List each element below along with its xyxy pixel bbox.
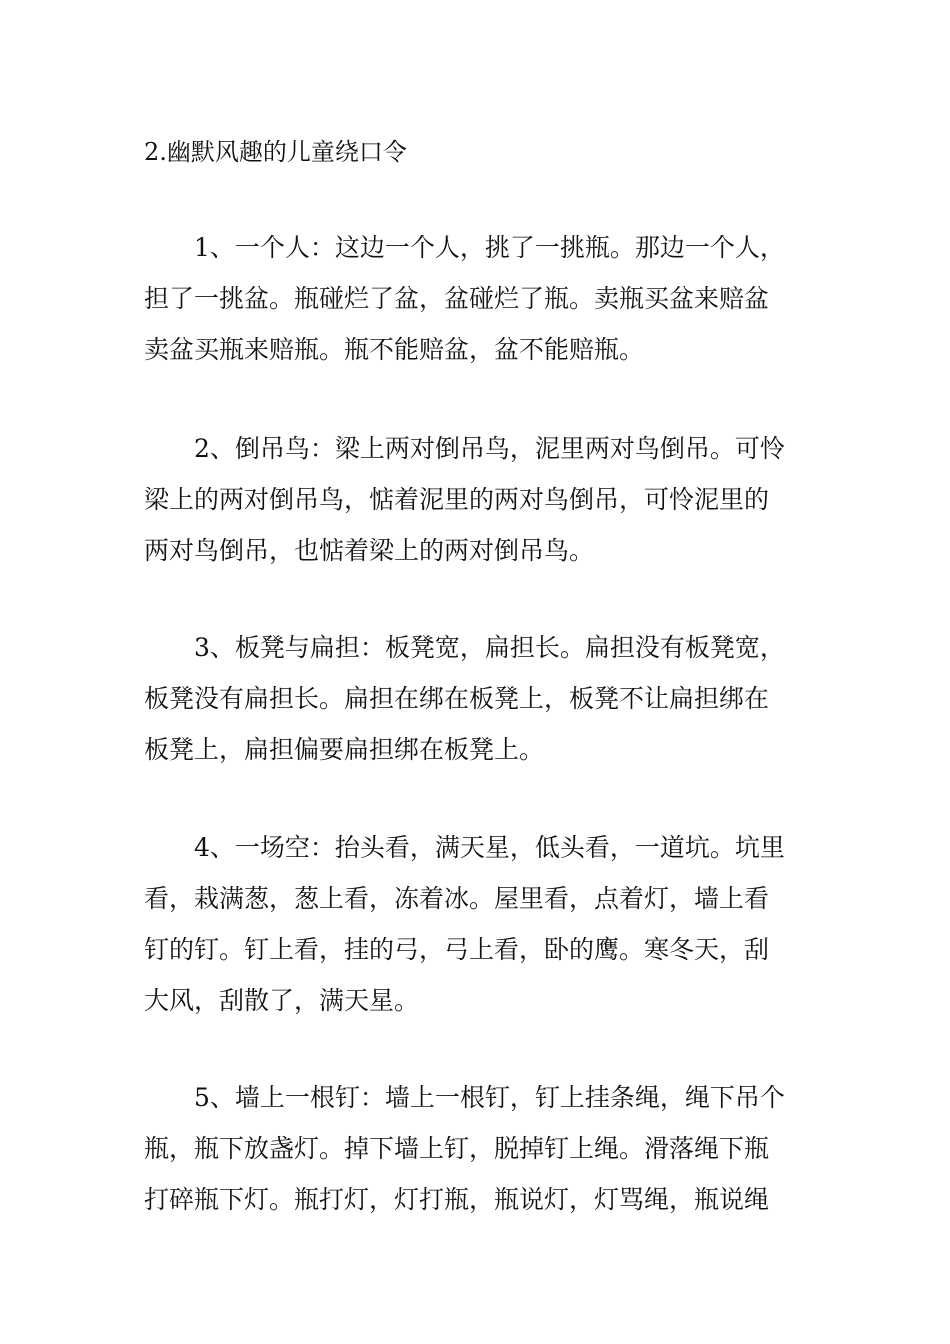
paragraph-line: 板凳上，扁担偏要扁担绑在板凳上。 (144, 735, 545, 764)
paragraph-line: 钉的钉。钉上看，挂的弓，弓上看，卧的鹰。寒冬天，刮 (144, 935, 770, 964)
paragraph-line: 大风，刮散了，满天星。 (144, 986, 420, 1015)
paragraph-line: 1、一个人：这边一个人，挑了一挑瓶。那边一个人， (194, 233, 785, 262)
paragraph-line: 5、墙上一根钉：墙上一根钉，钉上挂条绳，绳下吊个 (194, 1083, 785, 1112)
tongue-twister-5 (144, 1072, 808, 1225)
paragraph-line: 4、一场空：抬头看，满天星，低头看，一道坑。坑里 (194, 833, 785, 862)
paragraph-line: 瓶，瓶下放盏灯。掉下墙上钉，脱掉钉上绳。滑落绳下瓶 (144, 1134, 770, 1163)
paragraph-line: 板凳没有扁担长。扁担在绑在板凳上，板凳不让扁担绑在 (144, 684, 770, 713)
paragraph-line: 两对鸟倒吊，也惦着梁上的两对倒吊鸟。 (144, 536, 595, 565)
tongue-twister-3 (144, 622, 808, 775)
tongue-twister-1 (144, 222, 808, 375)
paragraph-line: 梁上的两对倒吊鸟，惦着泥里的两对鸟倒吊，可怜泥里的 (144, 485, 770, 514)
paragraph-line: 卖盆买瓶来赔瓶。瓶不能赔盆，盆不能赔瓶。 (144, 335, 645, 364)
tongue-twister-2 (144, 423, 808, 576)
section-heading: 2.幽默风趣的儿童绕口令 (144, 138, 407, 166)
tongue-twister-4 (144, 822, 808, 1026)
paragraph-line: 3、板凳与扁担：板凳宽，扁担长。扁担没有板凳宽， (194, 633, 785, 662)
paragraph-line: 看，栽满葱，葱上看，冻着冰。屋里看，点着灯，墙上看 (144, 884, 770, 913)
paragraph-line: 2、倒吊鸟：梁上两对倒吊鸟，泥里两对鸟倒吊。可怜 (194, 434, 785, 463)
paragraph-line: 担了一挑盆。瓶碰烂了盆，盆碰烂了瓶。卖瓶买盆来赔盆 (144, 284, 770, 313)
paragraph-line: 打碎瓶下灯。瓶打灯，灯打瓶，瓶说灯，灯骂绳，瓶说绳 (144, 1185, 770, 1214)
